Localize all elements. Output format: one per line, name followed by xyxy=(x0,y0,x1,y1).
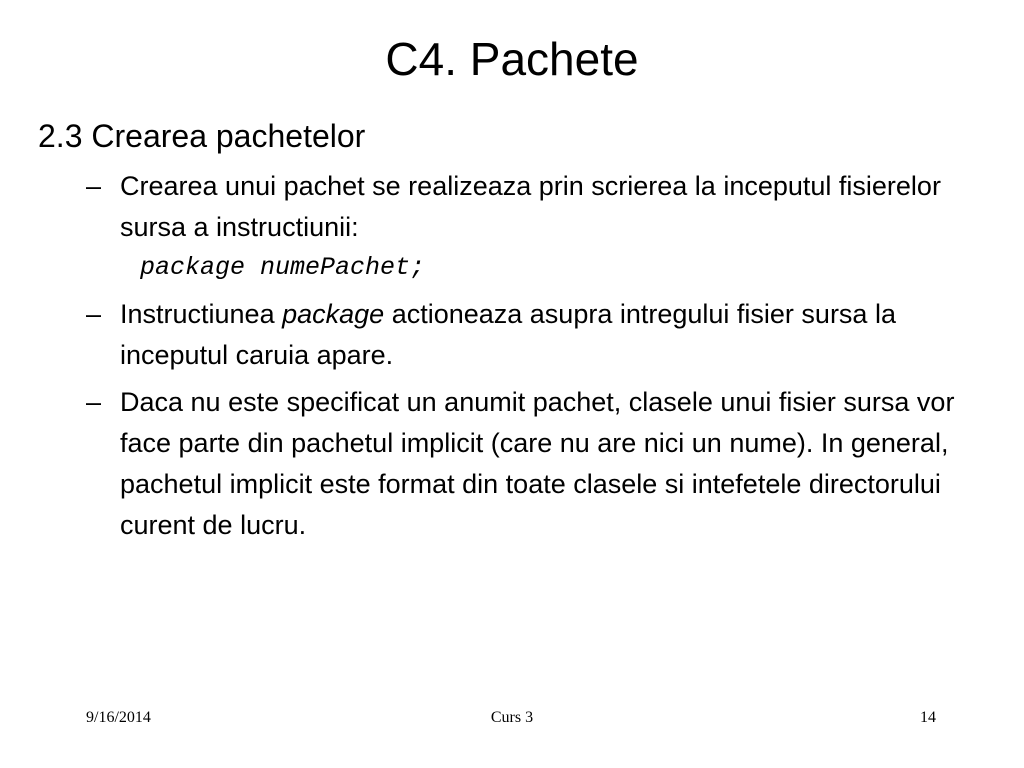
bullet-text: Daca nu este specificat un anumit pachet, clasele unui fisier sursa vor face parte din pachetul implicit (care nu are nici un nume). In general, pachetul implicit este format din toate clasele si intefetele directorului curent de lucru. xyxy=(120,387,955,540)
bullet-dash: – xyxy=(86,387,102,417)
bullet-item-package-scope xyxy=(38,294,998,376)
bullet-text-before: Instructiunea xyxy=(120,299,283,329)
bullet-dash: – xyxy=(86,171,102,201)
slide-content xyxy=(38,112,998,546)
footer-course: Curs 3 xyxy=(490,709,534,726)
bullet-dash: – xyxy=(86,299,102,329)
slide-title: C4. Pachete xyxy=(385,33,639,85)
bullet-list xyxy=(38,166,998,546)
bullet-item-create-package xyxy=(38,166,998,288)
bullet-keyword: package xyxy=(282,299,385,329)
bullet-item-default-package xyxy=(38,382,998,546)
bullet-text-after: actioneaza asupra intregului fisier sursa la inceputul caruia apare. xyxy=(120,299,896,370)
footer-page-number: 14 xyxy=(920,709,936,726)
footer-date: 9/16/2014 xyxy=(86,709,151,726)
code-snippet: package numePachet; xyxy=(140,253,426,282)
bullet-text: Crearea unui pachet se realizeaza prin scrierea la inceputul fisierelor sursa a instructiunii: xyxy=(120,171,941,242)
section-heading: 2.3 Crearea pachetelor xyxy=(38,118,366,154)
